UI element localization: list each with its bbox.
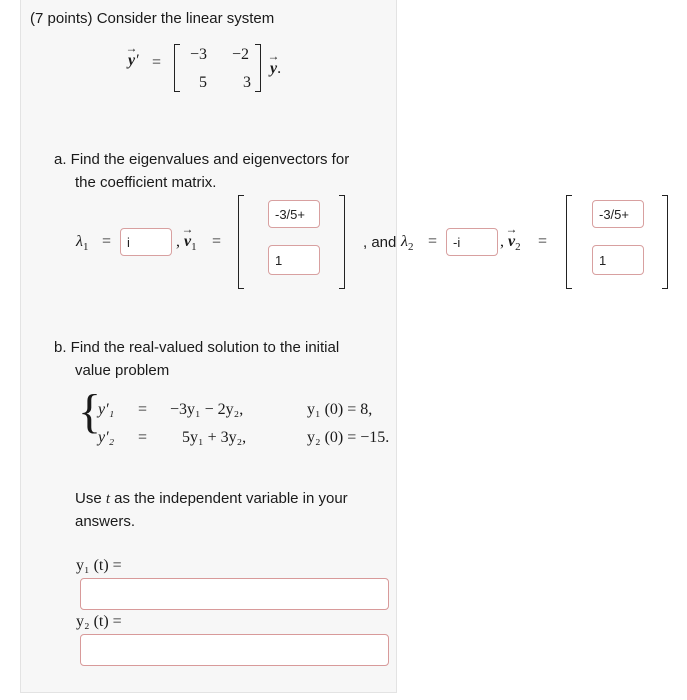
- instruction-pre: Use: [75, 490, 106, 507]
- matrix-a11: −3: [190, 46, 208, 63]
- instruction-post: as the independent variable in your: [110, 490, 348, 507]
- v2-equals: =: [538, 233, 548, 250]
- v2-comma: ,: [500, 233, 504, 250]
- ivp-row1-ic: y₁ (0) = 8,: [307, 401, 373, 418]
- v2-left-bracket: [566, 195, 572, 289]
- v2-subscript: 2: [515, 241, 521, 254]
- lambda2-equals: =: [428, 233, 438, 250]
- v1-label: [176, 233, 197, 253]
- y1-label: y₁ (t) =: [76, 557, 122, 574]
- matrix-a12: −2: [232, 46, 250, 63]
- ivp-row2-eq: =: [138, 429, 148, 446]
- instruction-var: t: [105, 491, 111, 507]
- v1-subscript: 1: [191, 241, 197, 254]
- ivp-row2-rhs: 5y₁ + 3y₂,: [182, 429, 247, 446]
- system-lhs: [128, 52, 139, 70]
- lambda1-subscript: 1: [82, 241, 89, 254]
- vector-y-rhs: → y: [270, 60, 277, 78]
- v2-right-bracket: [662, 195, 668, 289]
- ivp-row2-ic: y₂ (0) = −15.: [307, 429, 390, 446]
- y2-label: y₂ (t) =: [76, 613, 122, 630]
- ivp-row1-eq: =: [138, 401, 148, 418]
- vector-y-lhs: → y: [128, 52, 135, 70]
- system-equals: =: [152, 54, 162, 71]
- y2-input[interactable]: [80, 634, 389, 666]
- v1-bottom-input[interactable]: [268, 245, 320, 275]
- matrix-a21: 5: [199, 74, 207, 91]
- instruction-line2: answers.: [75, 513, 136, 530]
- y1-input[interactable]: [80, 578, 389, 610]
- ivp-row1-lhs: y′₁: [98, 401, 115, 418]
- matrix-a22: 3: [243, 74, 251, 91]
- lambda1-equals: =: [102, 233, 112, 250]
- lambda1-input[interactable]: [120, 228, 172, 256]
- instruction-line1: [75, 490, 348, 508]
- system-brace: {: [78, 385, 102, 438]
- v1-comma: ,: [176, 233, 180, 250]
- v2-symbol: → v: [508, 233, 515, 251]
- lambda2-subscript: 2: [407, 241, 414, 254]
- period: .: [277, 60, 282, 77]
- part-a-prompt-line2: the coefficient matrix.: [75, 174, 217, 191]
- v2-top-input[interactable]: [592, 200, 644, 228]
- ivp-row2-lhs: y′₂: [98, 429, 115, 446]
- v2-bottom-input[interactable]: [592, 245, 644, 275]
- v1-right-bracket: [339, 195, 345, 289]
- part-b-prompt-line2: value problem: [75, 362, 170, 379]
- v1-left-bracket: [238, 195, 244, 289]
- v1-equals: =: [212, 233, 222, 250]
- system-rhs: [270, 60, 281, 78]
- lambda2-input[interactable]: [446, 228, 498, 256]
- problem-header: (7 points) Consider the linear system: [30, 10, 275, 27]
- lambda2-label: [401, 233, 413, 253]
- lambda2-symbol: λ: [401, 233, 408, 250]
- and-text: , and: [363, 234, 397, 251]
- v1-symbol: → v: [184, 233, 191, 251]
- v2-label: [500, 233, 521, 253]
- lambda1-label: [76, 233, 88, 253]
- v1-top-input[interactable]: [268, 200, 320, 228]
- ivp-row1-rhs: −3y₁ − 2y₂,: [170, 401, 244, 418]
- lambda1-symbol: λ: [76, 233, 83, 250]
- matrix-left-bracket: [174, 44, 180, 92]
- part-a-prompt-line1: a. Find the eigenvalues and eigenvectors for: [54, 151, 350, 168]
- prime-mark: ′: [135, 52, 139, 69]
- part-b-prompt-line1: b. Find the real-valued solution to the initial: [54, 339, 340, 356]
- matrix-right-bracket: [255, 44, 261, 92]
